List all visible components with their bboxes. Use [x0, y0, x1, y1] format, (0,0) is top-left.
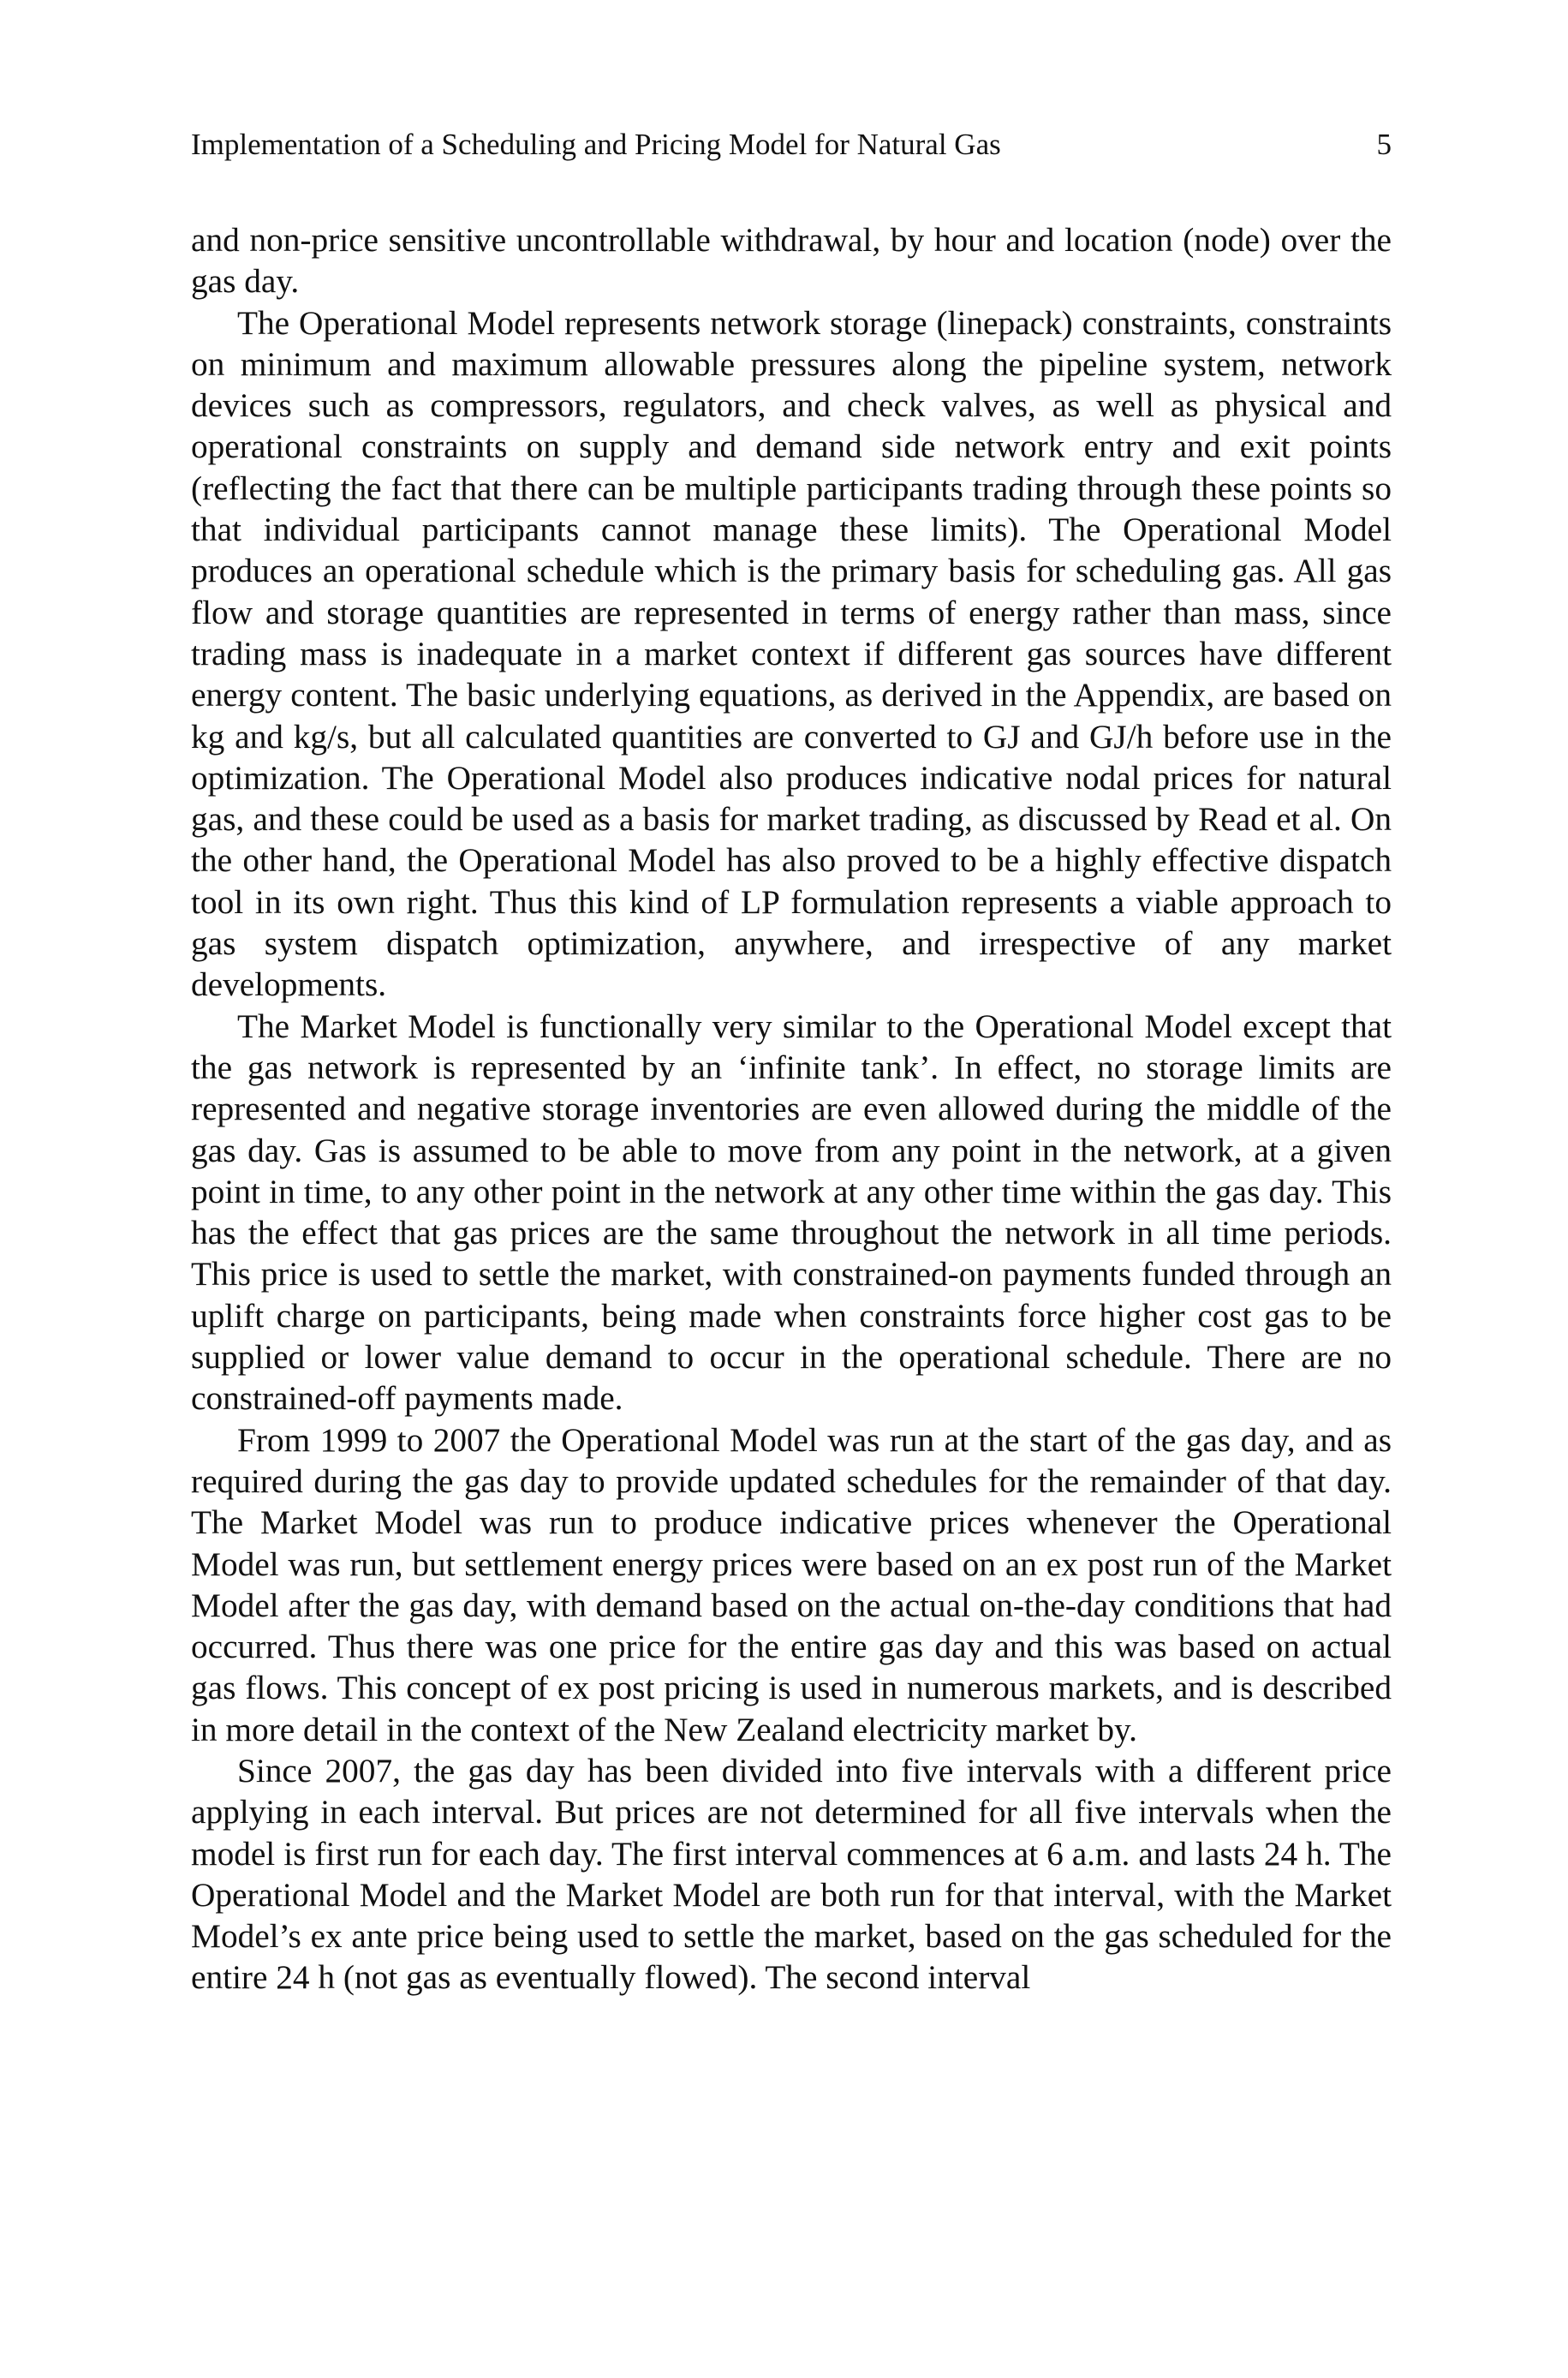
paragraph-since-2007: Since 2007, the gas day has been divided into five intervals with a different price applying in each interval. But prices are not determined for all five intervals when the model is first run for each day. The first interval commences at 6 a.m. and lasts 24 h. The Operational Model and the Market Model are both run for that interval, with the Market Model’s ex ante price being used to settle the market, based on the gas scheduled for the entire 24 h (not gas as eventually flowed). The second interval	[191, 1751, 1392, 1997]
running-head	[191, 123, 1392, 166]
running-title: Implementation of a Scheduling and Pricing Model for Natural Gas	[191, 128, 1001, 161]
paragraph-market-model: The Market Model is functionally very similar to the Operational Model except that the gas network is represented by an ‘infinite tank’. In effect, no storage limits are represented and negative storage inventories are even allowed during the middle of the gas day. Gas is assumed to be able to move from any point in the network, at a given point in time, to any other point in the network at any other time within the gas day. This has the effect that gas prices are the same throughout the network in all time periods. This price is used to settle the market, with constrained-on payments funded through an uplift charge on participants, being made when constraints force higher cost gas to be supplied or lower value demand to occur in the operational schedule. There are no constrained-off payments made.	[191, 1007, 1392, 1418]
page-number: 5	[1376, 128, 1392, 161]
body-text	[191, 219, 1392, 1999]
paragraph-continuation: and non-price sensitive uncontrollable withdrawal, by hour and location (node) over the gas day.	[191, 221, 1392, 301]
paragraph-operational-model: The Operational Model represents network storage (linepack) constraints, constraints on minimum and maximum allowable pressures along the pipeline system, network devices such as compressors, regulators, and check valves, as well as physical and operational constraints on supply and demand side network entry and exit points (reflecting the fact that there can be multiple participants trading through these points so that individual participants cannot manage these limits). The Operational Model produces an operational schedule which is the primary basis for scheduling gas. All gas flow and storage quantities are represented in terms of energy rather than mass, since trading mass is inadequate in a market context if different gas sources have different energy content. The basic underlying equations, as derived in the Appendix, are based on kg and kg/s, but all calculated quantities are converted to GJ and GJ/h before use in the optimization. The Operational Model also produces indicative nodal prices for natural gas, and these could be used as a basis for market trading, as discussed by Read et al. On the other hand, the Operational Model has also proved to be a highly effective dispatch tool in its own right. Thus this kind of LP formulation represents a viable approach to gas system dispatch optimization, anywhere, and irrespective of any market developments.	[191, 303, 1392, 1004]
paragraph-1999-2007: From 1999 to 2007 the Operational Model was run at the start of the gas day, and as required during the gas day to provide updated schedules for the remainder of that day. The Market Model was run to produce indicative prices whenever the Operational Model was run, but settlement energy prices were based on an ex post run of the Market Model after the gas day, with demand based on the actual on-the-day conditions that had occurred. Thus there was one price for the entire gas day and this was based on actual gas flows. This concept of ex post pricing is used in numerous markets, and is described in more detail in the context of the New Zealand electricity market by.	[191, 1420, 1392, 1748]
